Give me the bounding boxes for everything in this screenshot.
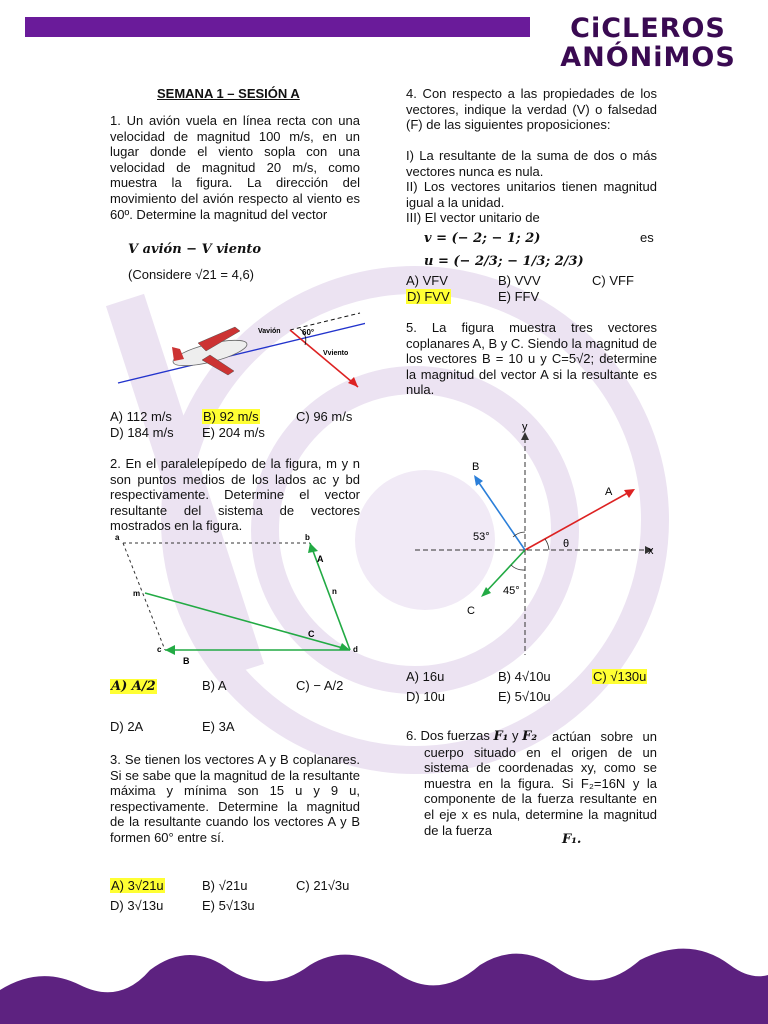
question-1-consider: (Considere √21 = 4,6) <box>128 267 255 282</box>
q5-option-c: C) √130u <box>593 669 647 684</box>
q2-option-d: D) 2A <box>110 719 144 734</box>
page-title: SEMANA 1 – SESIÓN A <box>157 86 300 101</box>
question-6-end: F₁. <box>562 832 582 847</box>
angle-theta-label: θ <box>563 538 570 550</box>
figure-parallelepiped <box>105 530 370 670</box>
q1-option-a: A) 112 m/s <box>110 409 172 424</box>
figure-coplanar-vectors <box>405 420 670 660</box>
q5-option-b: B) 4√10u <box>498 669 551 684</box>
q4-option-a: A) VFV <box>406 273 448 288</box>
q4-proposition-3: III) El vector unitario de <box>406 210 540 225</box>
q4-es: es <box>640 230 654 245</box>
axis-y-label: y <box>522 421 528 433</box>
q3-option-a: A) 3√21u <box>111 878 164 893</box>
vector-a-label: A <box>605 486 613 498</box>
q3-option-c: C) 21√3u <box>296 878 350 893</box>
q3-option-e: E) 5√13u <box>202 898 255 913</box>
point-d: d <box>353 645 358 654</box>
q4-option-c: C) VFF <box>592 273 634 288</box>
vector-c-label: C <box>467 605 475 617</box>
label-v-viento: Vviento <box>323 350 349 357</box>
label-v-avion: Vavión <box>258 328 281 335</box>
question-3-text: 3. Se tienen los vectores A y B coplanares. Si se sabe que la magnitud de la resultante máxima y mínima son 15 u y 9 u, respectivamente. Determine la magnitud de la resultante cuando los vectores A y B formen 60° entre sí. <box>110 752 360 845</box>
bottom-wave <box>0 935 768 1024</box>
point-b: b <box>305 533 310 542</box>
axis-x-label: x <box>648 545 654 557</box>
q4-proposition-2: II) Los vectores unitarios tienen magnitud igual a la unidad. <box>406 179 657 210</box>
q4-option-b: B) VVV <box>498 273 541 288</box>
point-n: n <box>332 587 337 596</box>
q2-option-c: C) − A/2 <box>296 678 344 693</box>
vector-a-label: A <box>317 554 324 564</box>
angle-45-label: 45° <box>503 585 520 597</box>
q2-option-a: A) A/2 <box>111 679 156 694</box>
brand-line1: CiCLEROS <box>570 13 726 44</box>
q4-proposition-1: I) La resultante de la suma de dos o más vectores nunca es nula. <box>406 148 657 179</box>
point-c: c <box>157 645 162 654</box>
question-5-text: 5. La figura muestra tres vectores coplanares A, B y C. Siendo la magnitud de los vectores B = 10 u y C=5√2; determine la magnitud del vector A si la resultante es nula. <box>406 320 657 398</box>
q1-option-d: D) 184 m/s <box>110 425 174 440</box>
q5-option-e: E) 5√10u <box>498 689 551 704</box>
question-1-expr: V avión − V viento <box>128 242 262 257</box>
q2-option-e: E) 3A <box>202 719 235 734</box>
brand-line2: ANÓNiMOS <box>560 42 736 73</box>
figure-airplane <box>110 305 365 400</box>
q5-option-d: D) 10u <box>406 689 446 704</box>
question-6-intro: 6. Dos fuerzas F₁ y F₂ <box>406 728 538 744</box>
q4-vector-v: v = (− 2; − 1; 2) <box>424 231 541 246</box>
brand-logo <box>548 12 748 74</box>
header-bar <box>25 17 530 37</box>
q4-vector-u: u = (− 2/3; − 1/3; 2/3) <box>424 254 584 269</box>
question-6-text: actúan sobre un cuerpo situado en el origen de un sistema de coordenadas xy, como se muestra en la figura. Si F₂=16N y la componente de la fuerza resultante en el eje x es nula, determine la magnitud de la fuerza <box>424 729 657 838</box>
q1-option-b: B) 92 m/s <box>203 409 259 424</box>
q1-option-c: C) 96 m/s <box>296 409 353 424</box>
q4-option-d: D) FVV <box>407 289 450 304</box>
q1-option-e: E) 204 m/s <box>202 425 265 440</box>
vector-b-label: B <box>472 461 480 473</box>
q3-option-b: B) √21u <box>202 878 248 893</box>
q4-option-e: E) FFV <box>498 289 540 304</box>
q5-option-a: A) 16u <box>406 669 445 684</box>
question-4-text: 4. Con respecto a las propiedades de los vectores, indique la verdad (V) o falsedad (F) de las siguientes proposiciones: <box>406 86 657 133</box>
question-1-text: 1. Un avión vuela en línea recta con una velocidad de magnitud 100 m/s, en un lugar donde el viento sopla con una velocidad de magnitud 20 m/s, como muestra la figura. La dirección del movimiento del avión respecto al viento es 60º. Determine la magnitud del vector <box>110 113 360 222</box>
q2-option-b: B) A <box>202 678 227 693</box>
question-2-text: 2. En el paralelepípedo de la figura, m y n son puntos medios de los lados ac y bd respectivamente. Determine el vector resultante del sistema de vectores mostrados en la figura. <box>110 456 360 534</box>
q3-option-d: D) 3√13u <box>110 898 164 913</box>
vector-b-label: B <box>183 656 190 666</box>
point-a: a <box>115 533 120 542</box>
angle-53-label: 53° <box>473 531 490 543</box>
vector-c-label: C <box>308 629 315 639</box>
label-60: 60° <box>302 328 315 337</box>
point-m: m <box>133 589 141 598</box>
